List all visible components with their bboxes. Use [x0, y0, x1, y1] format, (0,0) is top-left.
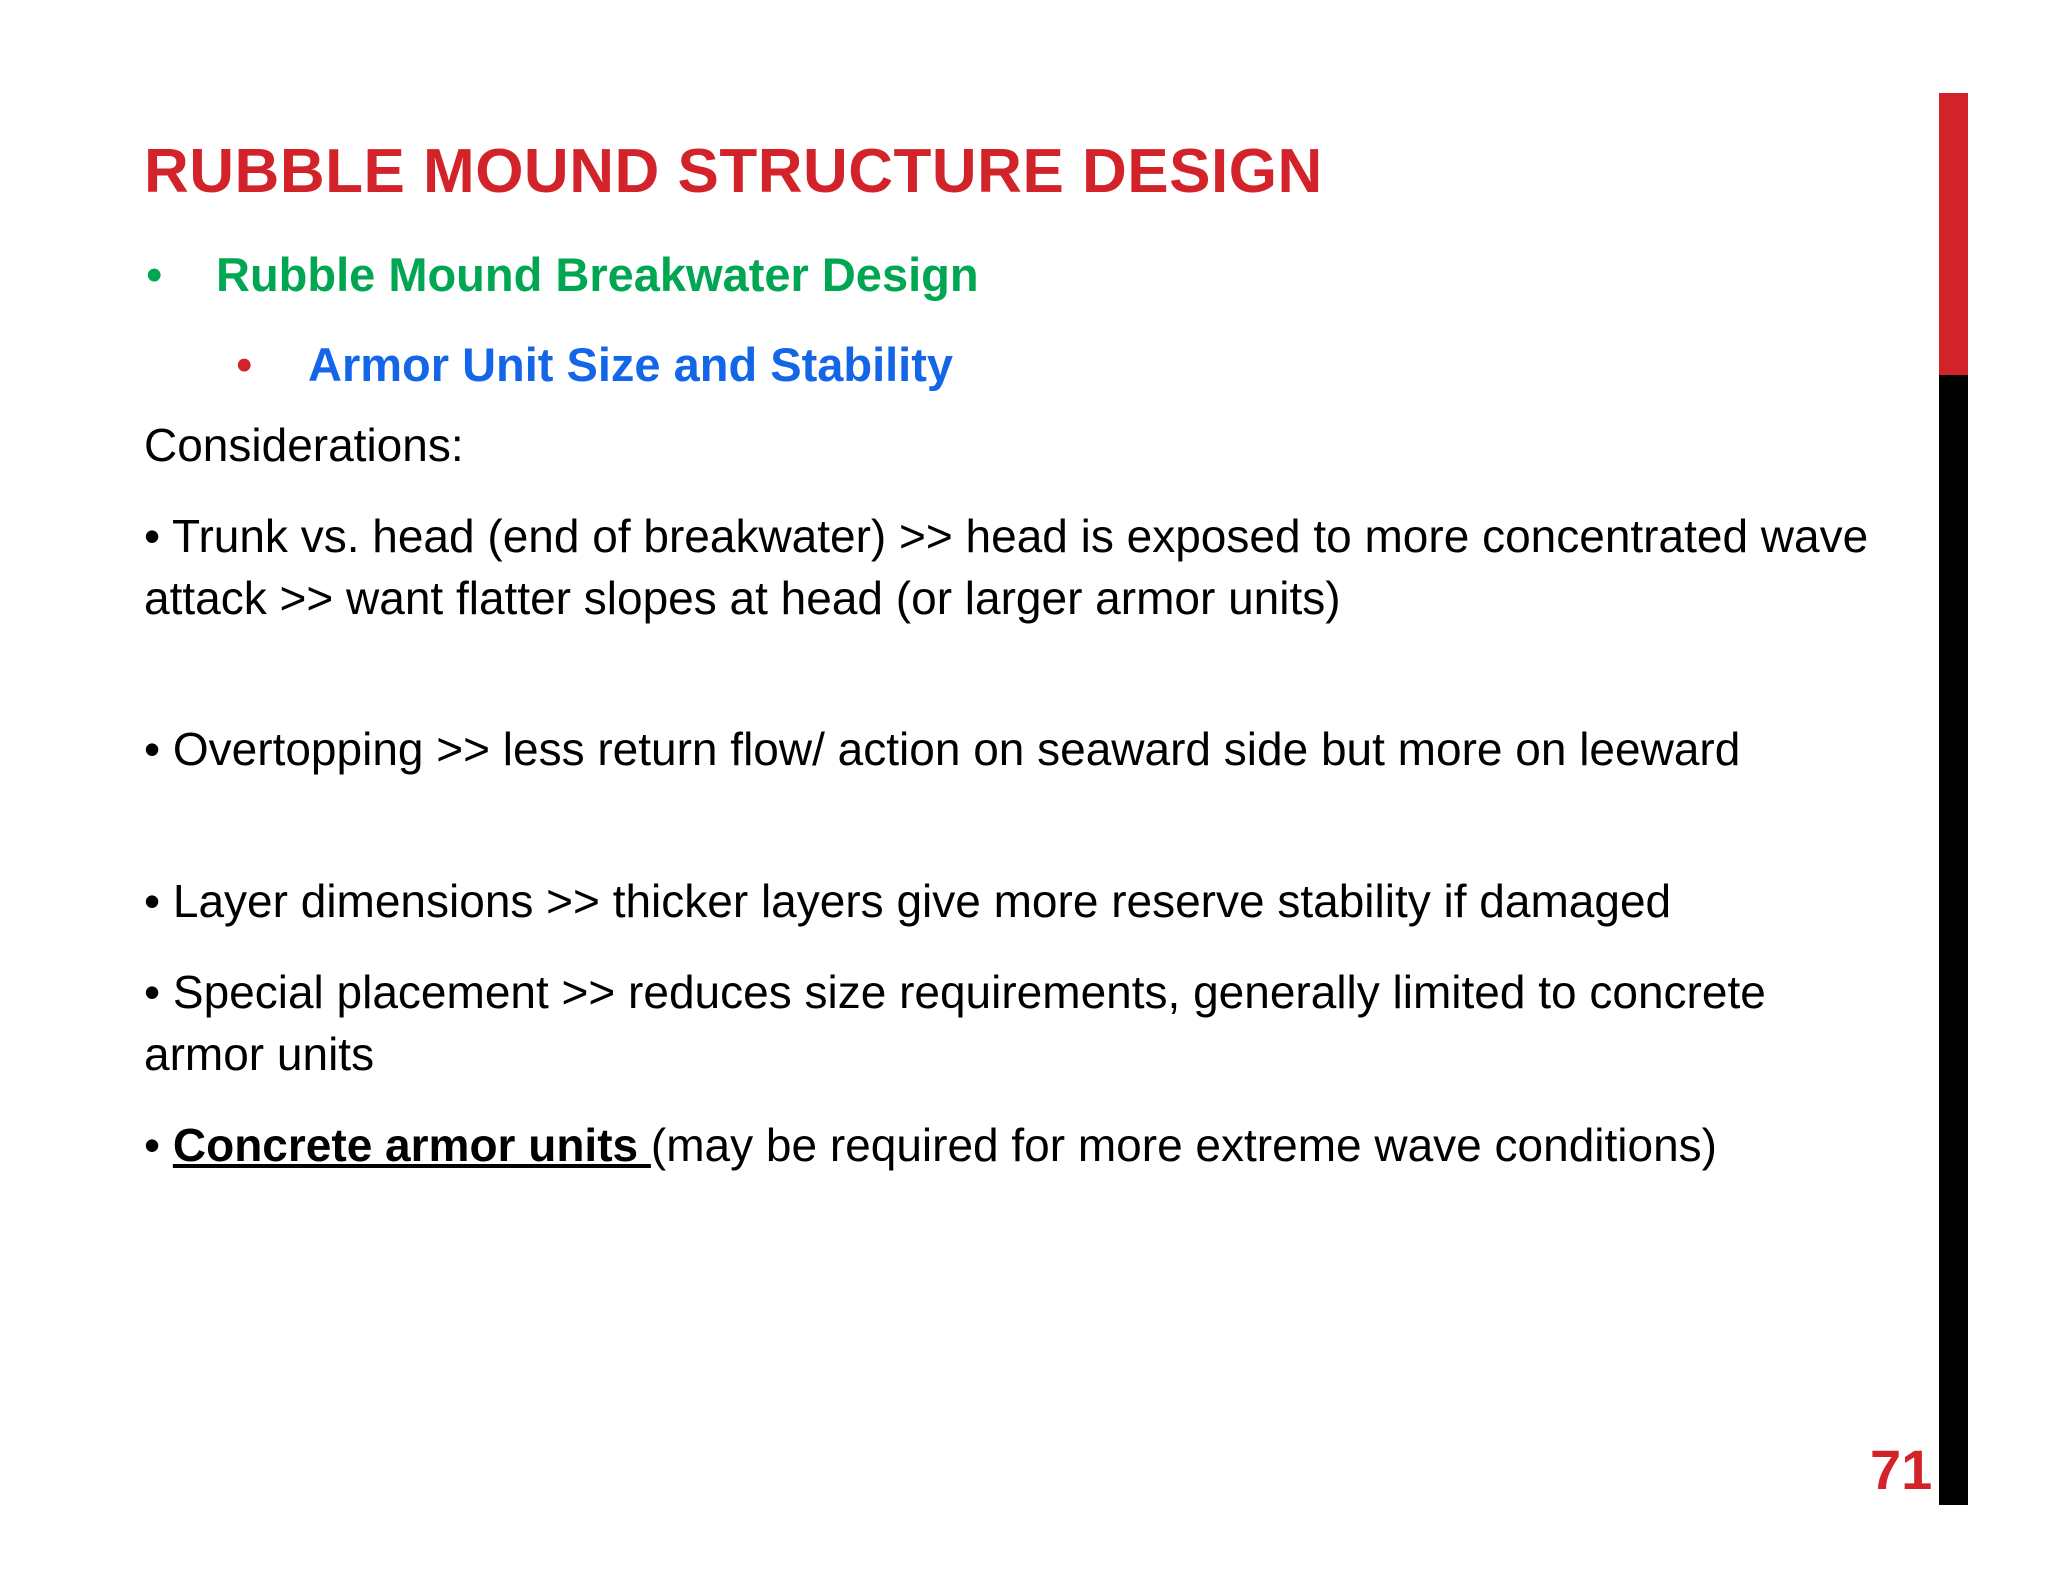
- accent-bar-red: [1939, 93, 1968, 375]
- accent-bar-black: [1939, 375, 1968, 1505]
- bullet-level2: •: [236, 338, 253, 391]
- point-concrete-armor-units: [144, 1114, 1884, 1176]
- heading-level2-text: Armor Unit Size and Stability: [308, 338, 954, 391]
- heading-level1: [146, 247, 979, 303]
- point-special-placement: • Special placement >> reduces size requirements, generally limited to concrete armor units: [144, 966, 1766, 1080]
- point-prefix: •: [144, 1119, 173, 1171]
- concrete-armor-units-emphasis: Concrete armor units: [172, 1119, 651, 1171]
- heading-level1-text: Rubble Mound Breakwater Design: [216, 248, 979, 301]
- point-rest: (may be required for more extreme wave conditions): [650, 1119, 1717, 1171]
- point-layer-dimensions: • Layer dimensions >> thicker layers give more reserve stability if damaged: [144, 875, 1672, 927]
- bullet-level1: •: [146, 248, 163, 301]
- point-trunk-vs-head: • Trunk vs. head (end of breakwater) >> head is exposed to more concentrated wave attack >> want flatter slopes at head (or larger armor units): [144, 510, 1869, 624]
- considerations-label: Considerations:: [144, 419, 464, 471]
- heading-level2: [236, 337, 953, 393]
- point-overtopping: • Overtopping >> less return flow/ action on seaward side but more on leeward: [144, 723, 1741, 775]
- slide-title: RUBBLE MOUND STRUCTURE DESIGN: [144, 137, 1323, 206]
- page-number: 71: [1870, 1438, 1933, 1501]
